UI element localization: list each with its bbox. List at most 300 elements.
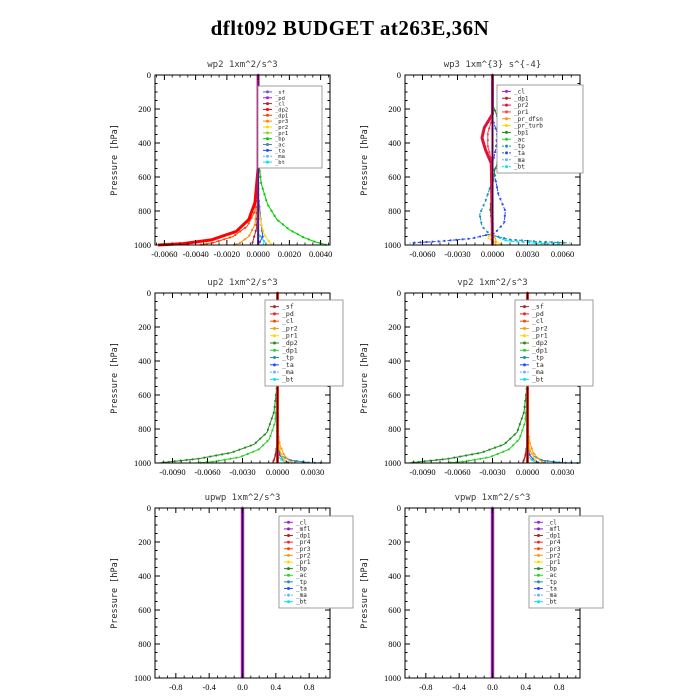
- series-wp2_pr3: [233, 75, 258, 245]
- legend-sample-marker: [266, 155, 269, 158]
- legend-sample-marker: [266, 120, 269, 123]
- marker: [259, 176, 261, 178]
- marker: [494, 447, 496, 449]
- marker: [467, 238, 469, 240]
- marker: [259, 438, 261, 440]
- marker: [251, 241, 253, 243]
- legend-sample-marker: [537, 554, 540, 557]
- marker: [503, 221, 505, 223]
- legend-label: _mfl: [296, 525, 311, 533]
- legend-sample-marker: [523, 312, 526, 315]
- marker: [509, 238, 511, 240]
- marker: [521, 417, 523, 419]
- legend-label: _tp: [532, 353, 544, 362]
- legend-sample-marker: [523, 356, 526, 359]
- legend-sample-marker: [523, 363, 526, 366]
- legend-label: _pr2: [514, 102, 529, 110]
- legend-sample-marker: [287, 534, 290, 537]
- marker: [217, 240, 219, 242]
- legend-sample-marker: [287, 574, 290, 577]
- marker: [497, 192, 499, 194]
- marker: [529, 442, 531, 444]
- x-tick-label: 0.0060: [550, 249, 575, 259]
- legend-sample-marker: [266, 90, 269, 93]
- marker: [269, 423, 271, 425]
- legend-sample-marker: [266, 149, 269, 152]
- legend-sample-marker: [505, 90, 508, 93]
- y-tick-label: 1000: [134, 673, 151, 683]
- marker: [255, 442, 257, 444]
- legend-label: _cl: [296, 519, 307, 527]
- legend-sample-marker: [537, 534, 540, 537]
- marker: [208, 239, 210, 241]
- marker: [255, 194, 257, 196]
- legend-sample-marker: [287, 580, 290, 583]
- marker: [250, 211, 252, 213]
- y-tick-label: 800: [138, 206, 151, 216]
- chart-wp3: [360, 60, 583, 259]
- legend-label: _dp2: [532, 339, 548, 347]
- marker: [487, 193, 489, 195]
- marker: [203, 457, 205, 459]
- marker: [431, 241, 433, 243]
- legend-sample-marker: [537, 521, 540, 524]
- marker: [212, 461, 214, 463]
- chart-vpwp: [360, 493, 603, 692]
- y-tick-label: 0: [396, 288, 401, 298]
- marker: [447, 458, 449, 460]
- y-tick-label: 200: [138, 537, 151, 547]
- y-tick-label: 800: [388, 639, 401, 649]
- marker: [497, 453, 499, 455]
- legend-label: _pd: [532, 309, 544, 318]
- marker: [233, 451, 235, 453]
- x-tick-label: -0.8: [419, 682, 433, 692]
- marker: [260, 224, 262, 226]
- legend-sample-marker: [273, 378, 276, 381]
- legend-label: _bt: [282, 375, 294, 384]
- x-tick-label: 0.0030: [515, 249, 540, 259]
- marker: [443, 240, 445, 242]
- y-tick-label: 800: [138, 424, 151, 434]
- marker: [519, 423, 521, 425]
- x-tick-label: -0.0060: [194, 467, 221, 477]
- legend-sample-marker: [287, 561, 290, 564]
- y-tick-label: 1000: [134, 240, 151, 250]
- legend-sample-marker: [537, 594, 540, 597]
- x-tick-label: -0.4: [452, 682, 466, 692]
- legend-sample-marker: [537, 574, 540, 577]
- x-tick-label: 0.0030: [300, 467, 325, 477]
- marker: [258, 448, 260, 450]
- y-tick-label: 200: [138, 104, 151, 114]
- legend-sample-marker: [537, 567, 540, 570]
- marker: [485, 234, 487, 236]
- marker: [259, 235, 261, 237]
- marker: [523, 406, 525, 408]
- legend-sample-marker: [523, 320, 526, 323]
- legend-sample-marker: [537, 527, 540, 530]
- marker: [191, 458, 193, 460]
- legend-label: _ma: [282, 368, 294, 377]
- marker: [424, 460, 426, 462]
- legend-vp2: [515, 300, 593, 386]
- marker: [271, 417, 273, 419]
- legend-sample-marker: [505, 97, 508, 100]
- legend-label: _pr2: [275, 125, 289, 131]
- marker: [227, 452, 229, 454]
- marker: [229, 236, 231, 238]
- legend-label: _bp: [275, 136, 285, 143]
- y-tick-label: 200: [138, 322, 151, 332]
- subplot-title-upwp: upwp 1xm^2/s^3: [204, 493, 281, 503]
- marker: [482, 227, 484, 229]
- legend-sample-marker: [505, 117, 508, 120]
- marker: [260, 182, 262, 184]
- y-tick-label: 600: [388, 390, 401, 400]
- y-tick-label: 800: [388, 424, 401, 434]
- legend-sample-marker: [266, 161, 269, 164]
- legend-label: _ma: [514, 156, 525, 164]
- x-tick-label: -0.0060: [151, 249, 178, 259]
- marker: [286, 458, 288, 460]
- y-tick-label: 400: [388, 356, 401, 366]
- marker: [283, 459, 285, 461]
- y-tick-label: 600: [388, 172, 401, 182]
- legend-upwp: [279, 516, 353, 608]
- marker: [247, 453, 249, 455]
- legend-label: _cl: [514, 88, 525, 96]
- legend-sample-marker: [273, 371, 276, 374]
- marker: [215, 454, 217, 456]
- legend-label: _ac: [275, 142, 285, 149]
- marker: [483, 143, 485, 145]
- legend-sample-marker: [287, 521, 290, 524]
- legend-sample-marker: [273, 356, 276, 359]
- marker: [190, 242, 192, 244]
- y-tick-label: 200: [388, 104, 401, 114]
- legend-sample-marker: [537, 547, 540, 550]
- y-tick-label: 400: [388, 571, 401, 581]
- marker: [516, 241, 518, 243]
- marker: [265, 199, 267, 201]
- y-tick-label: 600: [138, 605, 151, 615]
- marker: [481, 137, 483, 139]
- marker: [508, 448, 510, 450]
- y-tick-label: 400: [388, 138, 401, 148]
- legend-label: _dp1: [296, 532, 311, 540]
- x-tick-label: 0.8: [303, 682, 315, 692]
- marker: [504, 209, 506, 211]
- legend-label: _ac: [546, 572, 557, 580]
- legend-label: _ma: [546, 592, 557, 600]
- marker: [297, 233, 299, 235]
- legend-label: _cl: [532, 317, 544, 326]
- marker: [480, 210, 482, 212]
- marker: [491, 455, 493, 457]
- marker: [229, 458, 231, 460]
- y-tick-label: 1000: [134, 458, 151, 468]
- marker: [515, 239, 517, 241]
- marker: [504, 239, 506, 241]
- marker: [235, 457, 237, 459]
- legend-label: _ta: [532, 360, 544, 369]
- marker: [262, 188, 264, 190]
- legend-label: _cl: [275, 101, 285, 108]
- marker: [264, 235, 266, 237]
- legend-label: _ma: [296, 592, 307, 600]
- marker: [517, 429, 519, 431]
- series-wp2_dp2: [158, 75, 258, 245]
- marker: [533, 240, 535, 242]
- marker: [537, 457, 539, 459]
- marker: [267, 205, 269, 207]
- x-tick-label: 0.0: [487, 682, 498, 692]
- y-tick-label: 0: [396, 70, 401, 80]
- y-tick-label: 200: [388, 322, 401, 332]
- marker: [500, 444, 502, 446]
- series-up2_dp2: [159, 293, 278, 463]
- marker: [453, 457, 455, 459]
- marker: [230, 232, 232, 234]
- marker: [494, 241, 496, 243]
- series-vp2_dp2: [409, 293, 528, 463]
- marker: [273, 424, 275, 426]
- marker: [302, 236, 304, 238]
- legend-vpwp: [529, 516, 603, 608]
- legend-sample-marker: [273, 334, 276, 337]
- legend-sample-marker: [523, 305, 526, 308]
- marker: [271, 429, 273, 431]
- legend-label: _bp1: [514, 129, 529, 137]
- legend-sample-marker: [523, 342, 526, 345]
- marker: [485, 199, 487, 201]
- legend-label: _ta: [282, 360, 294, 369]
- marker: [462, 461, 464, 463]
- marker: [523, 459, 525, 461]
- y-tick-label: 600: [388, 605, 401, 615]
- marker: [482, 204, 484, 206]
- marker: [273, 406, 275, 408]
- marker: [223, 238, 225, 240]
- legend-sample-marker: [266, 131, 269, 134]
- y-tick-label: 0: [146, 503, 151, 513]
- marker: [473, 237, 475, 239]
- marker: [523, 412, 525, 414]
- marker: [497, 236, 499, 238]
- marker: [291, 230, 293, 232]
- y-tick-label: 0: [146, 288, 151, 298]
- marker: [202, 240, 204, 242]
- marker: [248, 217, 250, 219]
- marker: [489, 160, 491, 162]
- chart-wp2: [110, 60, 332, 259]
- marker: [488, 449, 490, 451]
- marker: [488, 235, 490, 237]
- legend-label: _pr1: [282, 331, 298, 340]
- x-tick-label: -0.4: [202, 682, 216, 692]
- marker: [487, 121, 489, 123]
- marker: [512, 444, 514, 446]
- legend-label: _dp1: [532, 346, 548, 355]
- marker: [502, 451, 504, 453]
- legend-label: _cl: [546, 519, 557, 527]
- marker: [251, 229, 253, 231]
- marker: [270, 210, 272, 212]
- legend-sample-marker: [266, 96, 269, 99]
- legend-sample-marker: [505, 158, 508, 161]
- marker: [509, 438, 511, 440]
- marker: [266, 440, 268, 442]
- legend-label: _mfl: [546, 525, 561, 533]
- legend-sample-marker: [287, 587, 290, 590]
- marker: [174, 460, 176, 462]
- marker: [245, 221, 247, 223]
- y-tick-label: 0: [396, 503, 401, 513]
- subplot-title-vp2: vp2 1xm^2/s^3: [457, 278, 528, 288]
- marker: [504, 215, 506, 217]
- marker: [248, 234, 250, 236]
- legend-wp3: [497, 85, 583, 173]
- marker: [254, 200, 256, 202]
- marker: [514, 433, 516, 435]
- legend-label: _tp: [282, 353, 294, 362]
- legend-label: _ta: [296, 585, 307, 593]
- marker: [273, 459, 275, 461]
- marker: [551, 241, 553, 243]
- subplot-title-wp3: wp3 1xm^{3} s^{-4}: [443, 60, 542, 70]
- legend-label: _bt: [514, 163, 525, 171]
- legend-label: _bt: [546, 598, 557, 606]
- legend-label: _tp: [296, 578, 307, 586]
- y-tick-label: 0: [146, 70, 151, 80]
- legend-sample-marker: [537, 541, 540, 544]
- legend-sample-marker: [287, 527, 290, 530]
- legend-sample-marker: [273, 349, 276, 352]
- legend-sample-marker: [287, 554, 290, 557]
- legend-sample-marker: [287, 567, 290, 570]
- legend-label: _pr1: [275, 130, 289, 137]
- legend-up2: [265, 300, 343, 386]
- marker: [206, 243, 208, 245]
- legend-label: _ac: [514, 136, 525, 144]
- marker: [533, 453, 535, 455]
- marker: [495, 127, 497, 129]
- legend-label: _pr_dfsn: [514, 115, 543, 123]
- legend-label: _pr3: [546, 545, 561, 553]
- marker: [264, 433, 266, 435]
- marker: [219, 236, 221, 238]
- marker: [528, 242, 530, 244]
- y-tick-label: 600: [138, 172, 151, 182]
- marker: [495, 180, 497, 182]
- marker: [487, 133, 489, 135]
- marker: [240, 225, 242, 227]
- x-tick-label: -0.0030: [444, 249, 471, 259]
- legend-sample-marker: [287, 547, 290, 550]
- legend-sample-marker: [266, 137, 269, 140]
- y-axis-label: Pressure [hPa]: [110, 342, 120, 414]
- x-tick-label: 0.0000: [515, 467, 540, 477]
- legend-sample-marker: [287, 594, 290, 597]
- y-tick-label: 1000: [384, 240, 401, 250]
- marker: [273, 412, 275, 414]
- marker: [482, 132, 484, 134]
- marker: [239, 230, 241, 232]
- marker: [262, 229, 264, 231]
- marker: [540, 242, 542, 244]
- series-wp3_pr2: [482, 75, 493, 245]
- legend-label: _pd: [282, 309, 294, 318]
- marker: [259, 218, 261, 220]
- marker: [236, 230, 238, 232]
- marker: [487, 145, 489, 147]
- marker: [502, 203, 504, 205]
- marker: [244, 227, 246, 229]
- marker: [487, 231, 489, 233]
- legend-label: _tp: [546, 578, 557, 586]
- legend-sample-marker: [266, 114, 269, 117]
- marker: [197, 458, 199, 460]
- x-tick-label: -0.8: [169, 682, 183, 692]
- legend-sample-marker: [273, 342, 276, 345]
- y-tick-label: 1000: [384, 458, 401, 468]
- legend-label: _dp2: [282, 339, 298, 347]
- x-tick-label: -0.0060: [409, 249, 436, 259]
- marker: [241, 455, 243, 457]
- legend-sample-marker: [273, 327, 276, 330]
- legend-label: _pr_turb: [514, 122, 543, 130]
- marker: [244, 238, 246, 240]
- legend-sample-marker: [266, 102, 269, 105]
- legend-sample-marker: [266, 108, 269, 111]
- marker: [184, 242, 186, 244]
- legend-sample-marker: [266, 143, 269, 146]
- x-tick-label: 0.0: [237, 682, 248, 692]
- marker: [485, 457, 487, 459]
- marker: [534, 459, 536, 461]
- y-axis-label: Pressure [hPa]: [360, 342, 370, 414]
- marker: [244, 447, 246, 449]
- marker: [425, 241, 427, 243]
- marker: [459, 455, 461, 457]
- x-tick-label: -0.0090: [409, 467, 436, 477]
- legend-label: _dp1: [514, 95, 529, 103]
- x-tick-label: -0.0090: [159, 467, 186, 477]
- legend-sample-marker: [537, 561, 540, 564]
- marker: [253, 236, 255, 238]
- y-tick-label: 200: [388, 537, 401, 547]
- legend-label: _pr2: [546, 552, 561, 560]
- legend-label: _pr3: [296, 545, 311, 553]
- y-tick-label: 600: [138, 390, 151, 400]
- legend-label: _tp: [514, 143, 525, 151]
- marker: [477, 452, 479, 454]
- legend-label: _pr4: [296, 539, 311, 547]
- legend-sample-marker: [287, 541, 290, 544]
- marker: [461, 238, 463, 240]
- y-axis-label: Pressure [hPa]: [360, 124, 370, 196]
- legend-sample-marker: [523, 371, 526, 374]
- marker: [280, 453, 282, 455]
- marker: [280, 447, 282, 449]
- legend-label: _sf: [282, 302, 294, 311]
- marker: [239, 242, 241, 244]
- marker: [523, 424, 525, 426]
- legend-label: _dp1: [282, 346, 298, 355]
- marker: [521, 239, 523, 241]
- marker: [238, 449, 240, 451]
